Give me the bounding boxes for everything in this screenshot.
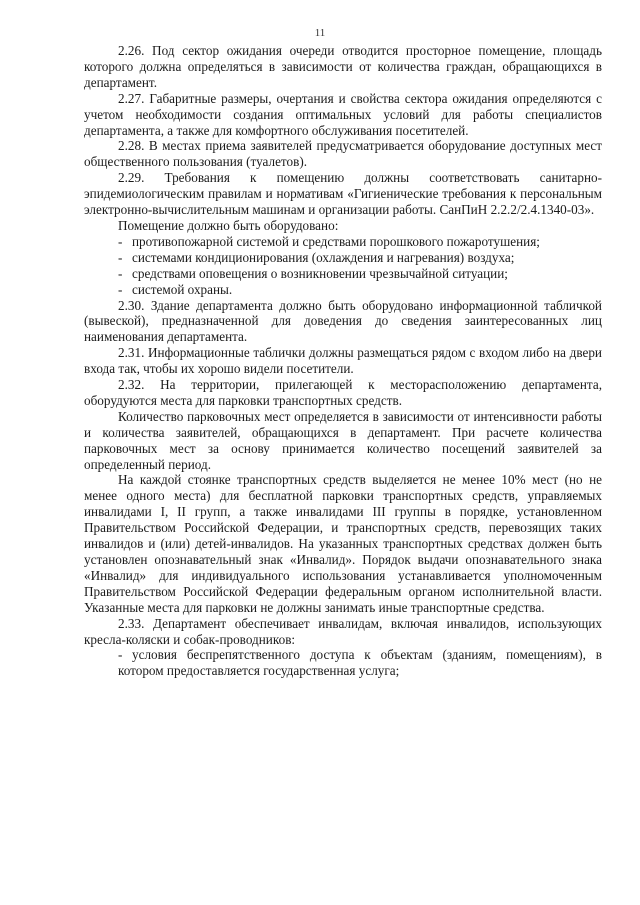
list-item-text: условия беспрепятственного доступа к объектам (зданиям, помещениям), в котором предоставляется государственная услуга; xyxy=(118,647,602,679)
list-item-text: противопожарной системой и средствами порошкового пожаротушения; xyxy=(132,233,540,249)
paragraph-2-27: 2.27. Габаритные размеры, очертания и свойства сектора ожидания определяются с учетом необходимости создания оптимальных условий для работы специалистов департамента, а также для комфортного обслуживания посетителей. xyxy=(84,90,602,138)
paragraph-2-30: 2.30. Здание департамента должно быть оборудовано информационной табличкой (вывеской), предназначенной для доведения до сведения заинтересованных лиц наименования департамента. xyxy=(84,297,602,345)
list-item xyxy=(84,282,602,298)
page-number: 11 xyxy=(314,27,326,39)
paragraph-2-32: 2.32. На территории, прилегающей к месторасположению департамента, оборудуются места для парковки транспортных средств. xyxy=(84,377,602,408)
list-item xyxy=(84,250,602,266)
list-item-text: средствами оповещения о возникновении чрезвычайной ситуации; xyxy=(132,265,508,281)
list-item xyxy=(84,234,602,250)
list-marker: - xyxy=(118,647,123,663)
parking-disabled-paragraph: На каждой стоянке транспортных средств выделяется не менее 10% мест (но не менее одного места) для бесплатной парковки транспортных средств, управляемых инвалидами I, II групп, а также инвалидами III группы в порядке, установленном Правительством Российской Федерации, и транспортных средств, перевозящих таких инвалидов и (или) детей-инвалидов. На указанных транспортных средствах должен быть установлен опознавательный знак «Инвалид». Порядок выдачи опознавательного знака «Инвалид» для индивидуального использования устанавливается уполномоченным Правительством Российской Федерации федеральным органом исполнительной власти. Указанные места для парковки не должны занимать иные транспортные средства. xyxy=(84,472,602,615)
access-list xyxy=(84,647,602,679)
list-item-text: системой охраны. xyxy=(132,281,233,297)
equipment-intro: Помещение должно быть оборудовано: xyxy=(118,217,339,233)
list-item xyxy=(84,266,602,282)
list-item-text: системами кондиционирования (охлаждения и нагревания) воздуха; xyxy=(132,249,515,265)
paragraph-2-29: 2.29. Требования к помещению должны соответствовать санитарно-эпидемиологическим правилам и нормативам «Гигиенические требования к персональным электронно-вычислительным машинам и организации работы. СанПиН 2.2.2/2.4.1340-03». xyxy=(84,170,602,218)
parking-count-paragraph: Количество парковочных мест определяется в зависимости от интенсивности работы и количества заявителей, обращающихся в департамент. При расчете количества парковочных мест за основу принимается количество посещений заявителей за определенный период. xyxy=(84,408,602,472)
paragraph-2-26: 2.26. Под сектор ожидания очереди отводится просторное помещение, площадь которого должна определяться в зависимости от количества граждан, обращающихся в департамент. xyxy=(84,43,602,90)
list-marker: - xyxy=(118,233,123,249)
list-marker: - xyxy=(118,249,123,265)
list-marker: - xyxy=(118,265,123,281)
paragraph-2-31: 2.31. Информационные таблички должны размещаться рядом с входом либо на двери входа так, чтобы их хорошо видели посетители. xyxy=(84,345,602,377)
equipment-list xyxy=(84,234,602,298)
paragraph-2-33: 2.33. Департамент обеспечивает инвалидам, включая инвалидов, использующих кресла-коляски и собак-проводников: xyxy=(84,615,602,647)
list-marker: - xyxy=(118,281,123,297)
document-body xyxy=(84,43,602,679)
paragraph-2-28: 2.28. В местах приема заявителей предусматривается оборудование доступных мест общественного пользования (туалетов). xyxy=(84,138,602,170)
list-item xyxy=(84,647,602,679)
